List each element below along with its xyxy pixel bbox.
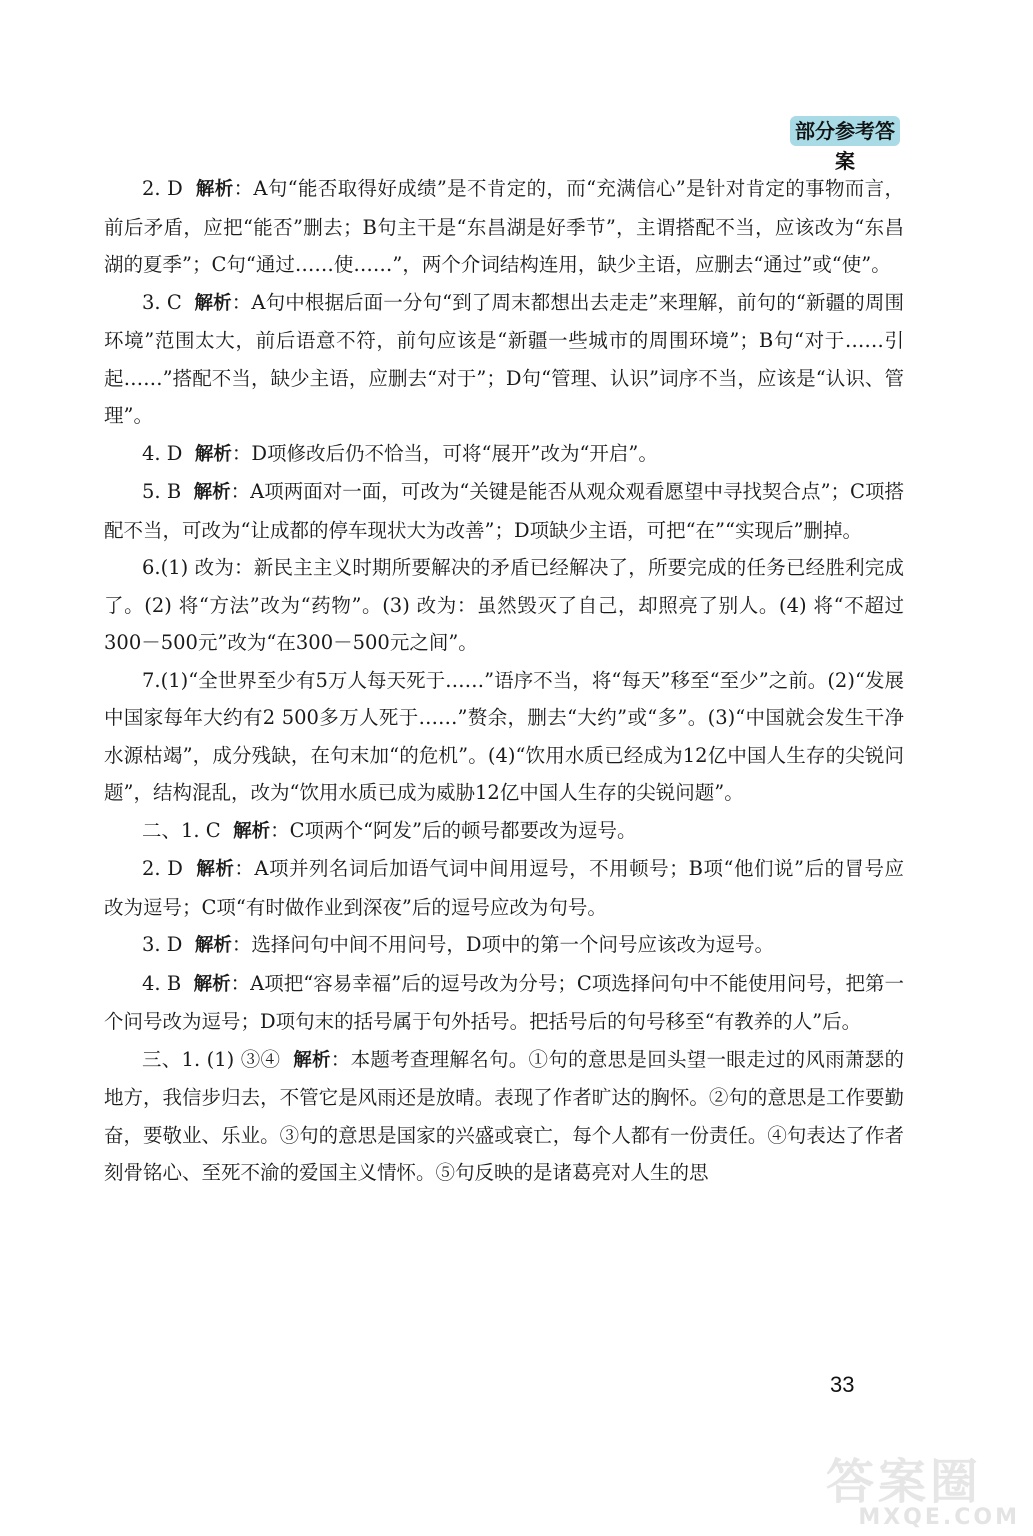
analysis-label: 解析 <box>194 935 232 956</box>
watermark-sub-text: MXQE.COM <box>858 1505 1020 1530</box>
answer-paragraph <box>104 812 904 851</box>
analysis-text: ：D项修改后仍不恰当，可将“展开”改为“开启”。 <box>231 441 658 465</box>
answer-paragraph <box>104 926 904 965</box>
watermark-main-text: 答案圈 <box>826 1454 983 1510</box>
analysis-text: ：A项两面对一面，可改为“关键是能否从观众观看愿望中寻找契合点”；C项搭配不当，可改为“让成都的停车现状大为改善”；D项缺少主语，可把“在”“实现后”删掉。 <box>104 480 904 542</box>
question-number: 2. D <box>142 857 183 880</box>
section-header-badge: 部分参考答案 <box>790 116 900 146</box>
analysis-label: 解析 <box>194 292 232 314</box>
answer-paragraph <box>104 435 904 474</box>
question-number: 7. <box>142 668 161 692</box>
analysis-text: ：本题考查理解名句。①句的意思是回头望一眼走过的风雨萧瑟的地方，我信步归去，不管它是风雨还是放晴。表现了作者旷达的胸怀。②句的意思是工作要勤奋，要敬业、乐业。③句的意思是国家的兴盛或衰亡，每个人都有一份责任。④句表达了作者刻骨铭心、至死不渝的爱国主义情怀。⑤句反映的是诸葛亮对人生的思 <box>104 1047 904 1184</box>
analysis-text: ：A句中根据后面一分句“到了周末都想出去走走”来理解，前句的“新疆的周围环境”范围太大，前后语意不符，前句应该是“新疆一些城市的周围环境”；B句“对于……引起……”搭配不当，缺少主语，应删去“对于”；D句“管理、认识”词序不当，应该是“认识、管理”。 <box>104 290 904 427</box>
question-number: 5. B <box>142 480 182 503</box>
analysis-label: 解析 <box>233 820 271 842</box>
answer-paragraph <box>104 662 904 812</box>
question-number: 3. D <box>142 933 183 956</box>
question-number: 4. B <box>142 971 182 995</box>
analysis-text: ：A项把“容易幸福”后的逗号改为分号；C项选择问句中不能使用问号，把第一个问号改为逗号；D项句末的括号属于句外括号。把括号后的句号移至“有教养的人”后。 <box>104 971 904 1033</box>
analysis-text: ：A句“能否取得好成绩”是不肯定的，而“充满信心”是针对肯定的事物而言，前后矛盾，应把“能否”删去；B句主干是“东昌湖是好季节”，主谓搭配不当，应该改为“东昌湖的夏季”；C句“通过……使……”，两个介词结构连用，缺少主语，应删去“通过”或“使”。 <box>104 177 904 276</box>
analysis-text: ：选择问句中间不用问号，D项中的第一个问号应该改为逗号。 <box>231 933 775 956</box>
answer-content <box>104 170 904 1192</box>
answer-paragraph <box>104 549 904 662</box>
analysis-text: ：A项并列名词后加语气词中间用逗号，不用顿号；B项“他们说”后的冒号应改为逗号；C项“有时做作业到深夜”后的逗号应改为句号。 <box>104 857 904 919</box>
answer-text: (1) 改为：新民主主义时期所要解决的矛盾已经解决了，所要完成的任务已经胜利完成了。(2) 将“方法”改为“药物”。(3) 改为：虽然毁灭了自己，却照亮了别人。(4) 将“不超过300－500元”改为“在300－500元之间”。 <box>104 556 904 654</box>
answer-paragraph <box>104 965 904 1041</box>
analysis-label: 解析 <box>195 179 234 200</box>
analysis-label: 解析 <box>193 482 231 503</box>
watermark-logo <box>826 1454 1026 1534</box>
question-number: 4. D <box>142 441 183 465</box>
analysis-label: 解析 <box>193 973 231 995</box>
question-number: 三、1. (1) ③④ <box>142 1047 281 1071</box>
answer-paragraph <box>104 170 904 284</box>
analysis-label: 解析 <box>293 1049 331 1071</box>
answer-text: (1)“全世界至少有5万人每天死于……”语序不当，将“每天”移至“至少”之前。(2)“发展中国家每年大约有2 500多万人死于……”赘余，删去“大约”或“多”。(3)“中国就会发生干净水源枯竭”，成分残缺，在句末加“的危机”。(4)“饮用水质已经成为12亿中国人生存的尖锐问题”，结构混乱，改为“饮用水质已成为威胁12亿中国人生存的尖锐问题”。 <box>104 668 904 804</box>
question-number: 3. C <box>142 290 182 314</box>
page-number: 33 <box>830 1372 855 1397</box>
answer-paragraph <box>104 1041 904 1192</box>
answer-paragraph <box>104 284 904 435</box>
analysis-label: 解析 <box>196 859 235 880</box>
question-number: 二、1. C <box>142 818 221 842</box>
answer-paragraph <box>104 473 904 549</box>
question-number: 2. D <box>142 177 183 200</box>
analysis-text: ：C项两个“阿发”后的顿号都要改为逗号。 <box>270 818 637 842</box>
answer-paragraph <box>104 850 904 926</box>
analysis-label: 解析 <box>194 443 232 465</box>
question-number: 6. <box>142 556 161 579</box>
